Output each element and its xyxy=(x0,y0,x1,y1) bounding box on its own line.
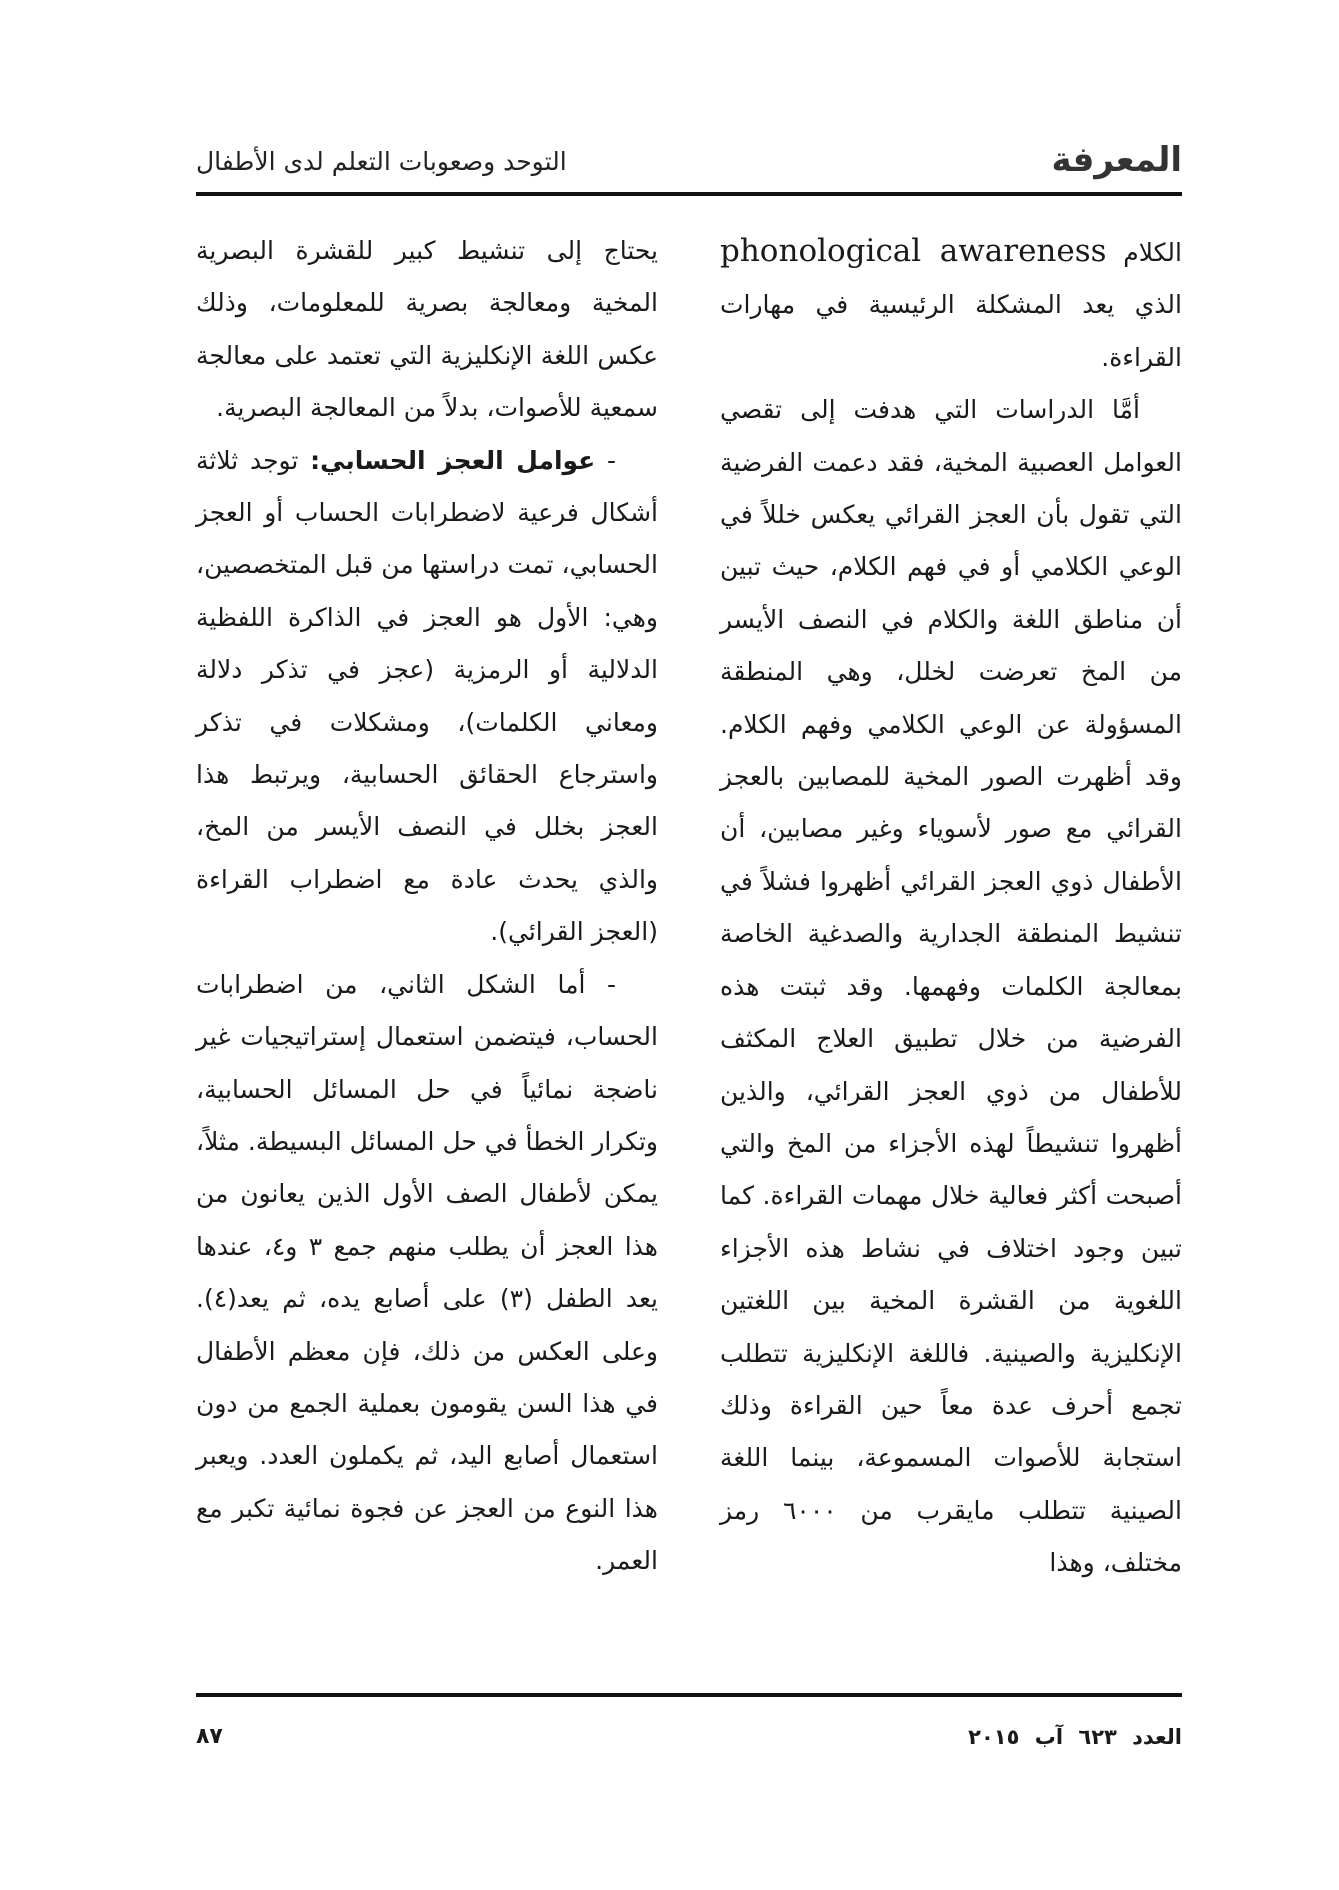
paragraph xyxy=(720,225,1182,384)
journal-logo: المعرفة xyxy=(1051,140,1182,180)
paragraph-start: الكلام xyxy=(1123,238,1182,267)
section-subheading: عوامل العجز الحسابي: xyxy=(310,445,596,475)
paragraph: يحتاج إلى تنشيط كبير للقشرة البصرية المخية ومعالجة بصرية للمعلومات، وذلك عكس اللغة الإنكليزية التي تعتمد على معالجة سمعية للأصوات، بدلاً من المعالجة البصرية. xyxy=(196,236,658,423)
paragraph: أمَّا الدراسات التي هدفت إلى تقصي العوامل العصبية المخية، فقد دعمت الفرضية التي تقول بأن العجز القرائي يعكس خللاً في الوعي الكلامي أو في فهم الكلام، حيث تبين أن مناطق اللغة والكلام في النصف الأيسر من المخ تعرضت لخلل، وهي المنطقة المسؤولة عن الوعي الكلامي وفهم الكلام. وقد أظهرت الصور المخية للمصابين بالعجز القرائي مع صور لأسوياء وغير مصابين، أن الأطفال ذوي العجز القرائي أظهروا فشلاً في تنشيط المنطقة الجدارية والصدغية الخاصة بمعالجة الكلمات وفهمها. وقد ثبتت هذه الفرضية من خلال تطبيق العلاج المكثف للأطفال من ذوي العجز القرائي، والذين أظهروا تنشيطاً لهذه الأجزاء من المخ والتي أصبحت أكثر فعالية خلال مهمات القراءة. كما تبين وجود اختلاف في نشاط هذه الأجزاء اللغوية من القشرة المخية بين اللغتين الإنكليزية والصينية. فاللغة الإنكليزية تتطلب تجمع أحرف عدة معاً حين القراءة وذلك استجابة للأصوات المسموعة، بينما اللغة الصينية تتطلب مايقرب من ٦٠٠٠ رمز مختلف، وهذا xyxy=(720,395,1182,1578)
paragraph-text: توجد ثلاثة أشكال فرعية لاضطرابات الحساب أو العجز الحسابي، تمت دراستها من قبل المتخصصين، وهي: الأول هو العجز في الذاكرة اللفظية الدلالية أو الرمزية (عجز في تذكر دلالة ومعاني الكلمات)، ومشكلات في تذكر واسترجاع الحقائق الحسابية، ويرتبط هذا العجز بخلل في النصف الأيسر من المخ، والذي يحدث عادة مع اضطراب القراءة (العجز القرائي). xyxy=(196,445,658,947)
article-title: التوحد وصعوبات التعلم لدى الأطفال xyxy=(196,147,567,176)
english-term: phonological awareness xyxy=(720,233,1107,269)
right-column xyxy=(720,225,1182,1590)
footer-rule xyxy=(196,1693,1182,1697)
paragraph-text: الذي يعد المشكلة الرئيسية في مهارات القراءة. xyxy=(720,290,1182,372)
page-number: ٨٧ xyxy=(196,1724,223,1749)
paragraph xyxy=(196,435,658,959)
issue-info: العدد ٦٢٣ آب ٢٠١٥ xyxy=(968,1725,1182,1749)
header-rule xyxy=(196,192,1182,196)
page-footer xyxy=(196,1720,1182,1760)
dash: - xyxy=(595,445,616,475)
left-column xyxy=(196,225,658,1588)
paragraph: - أما الشكل الثاني، من اضطرابات الحساب، فيتضمن استعمال إستراتيجيات غير ناضجة نمائياً في حل المسائل الحسابية، وتكرار الخطأ في حل المسائل البسيطة. مثلاً، يمكن لأطفال الصف الأول الذين يعانون من هذا العجز أن يطلب منهم جمع ٣ و٤، عندها يعد الطفل (٣) على أصابع يده، ثم يعد(٤). وعلى العكس من ذلك، فإن معظم الأطفال في هذا السن يقومون بعملية الجمع من دون استعمال أصابع اليد، ثم يكملون العدد. ويعبر هذا النوع من العجز عن فجوة نمائية تكبر مع العمر. xyxy=(196,969,658,1576)
running-header xyxy=(196,140,1182,182)
